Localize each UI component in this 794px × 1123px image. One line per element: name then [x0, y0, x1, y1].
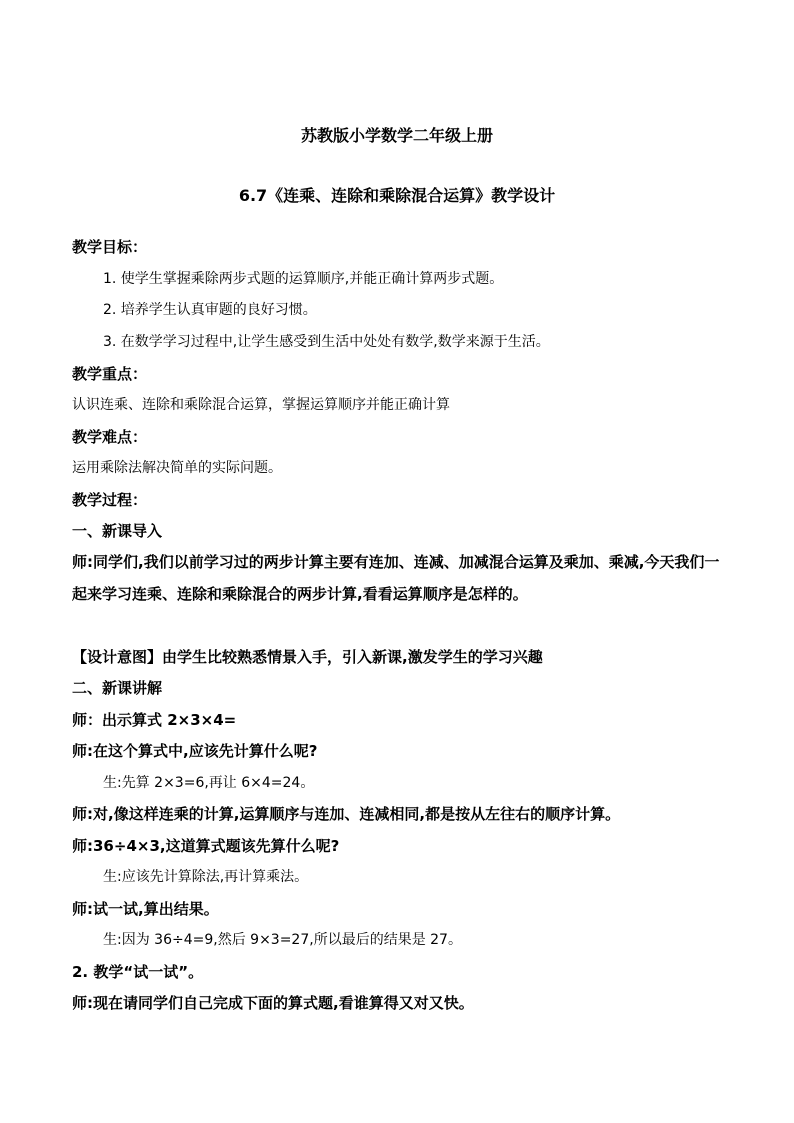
document-title: 苏教版小学数学二年级上册: [300, 126, 493, 145]
objectives-heading: 教学目标：: [72, 238, 148, 256]
student-line-1: 生:先算 2×3=6,再让 6×4=24。: [103, 775, 315, 791]
student-line-2: 生:应该先计算除法,再计算乘法。: [103, 869, 309, 885]
key-heading: 教学重点：: [72, 365, 148, 383]
teacher-line-5: 师:试一试,算出结果。: [72, 900, 219, 918]
objective-item-3: 3. 在数学学习过程中,让学生感受到生活中处处有数学,数学来源于生活。: [103, 334, 550, 350]
student-line-3: 生:因为 36÷4=9,然后 9×3=27,所以最后的结果是 27。: [103, 932, 462, 948]
key-text: 认识连乘、连除和乘除混合运算，掌握运算顺序并能正确计算: [72, 397, 450, 413]
objective-item-2: 2. 培养学生认真审题的良好习惯。: [103, 302, 317, 318]
teacher-line-4: 师:36÷4×3,这道算式题该先算什么呢?: [72, 837, 340, 855]
section1-heading: 一、新课导入: [72, 522, 163, 540]
document-subtitle: 6.7《连乘、连除和乘除混合运算》教学设计: [238, 186, 556, 205]
try-heading: 2. 教学“试一试”。: [72, 963, 204, 981]
difficulty-text: 运用乘除法解决简单的实际问题。: [72, 460, 282, 476]
difficulty-heading: 教学难点：: [72, 428, 148, 446]
teacher-line-2: 师:在这个算式中,应该先计算什么呢?: [72, 742, 318, 760]
objective-item-1: 1. 使学生掌握乘除两步式题的运算顺序,并能正确计算两步式题。: [103, 271, 504, 287]
teacher-line-3: 师:对,像这样连乘的计算,运算顺序与连加、连减相同,都是按从左往右的顺序计算。: [72, 805, 621, 823]
section2-heading: 二、新课讲解: [72, 679, 163, 697]
process-heading: 教学过程：: [72, 491, 148, 509]
section1-text: 师:同学们,我们以前学习过的两步计算主要有连加、连减、加减混合运算及乘加、乘减,今天我们一起来学习连乘、连除和乘除混合的两步计算,看看运算顺序是怎样的。: [72, 553, 720, 603]
teacher-line-1: 师：出示算式 2×3×4=: [72, 711, 237, 729]
design-intent: 【设计意图】由学生比较熟悉情景入手，引入新课,激发学生的学习兴趣: [72, 648, 543, 666]
teacher-line-6: 师:现在请同学们自己完成下面的算式题,看谁算得又对又快。: [72, 994, 474, 1012]
